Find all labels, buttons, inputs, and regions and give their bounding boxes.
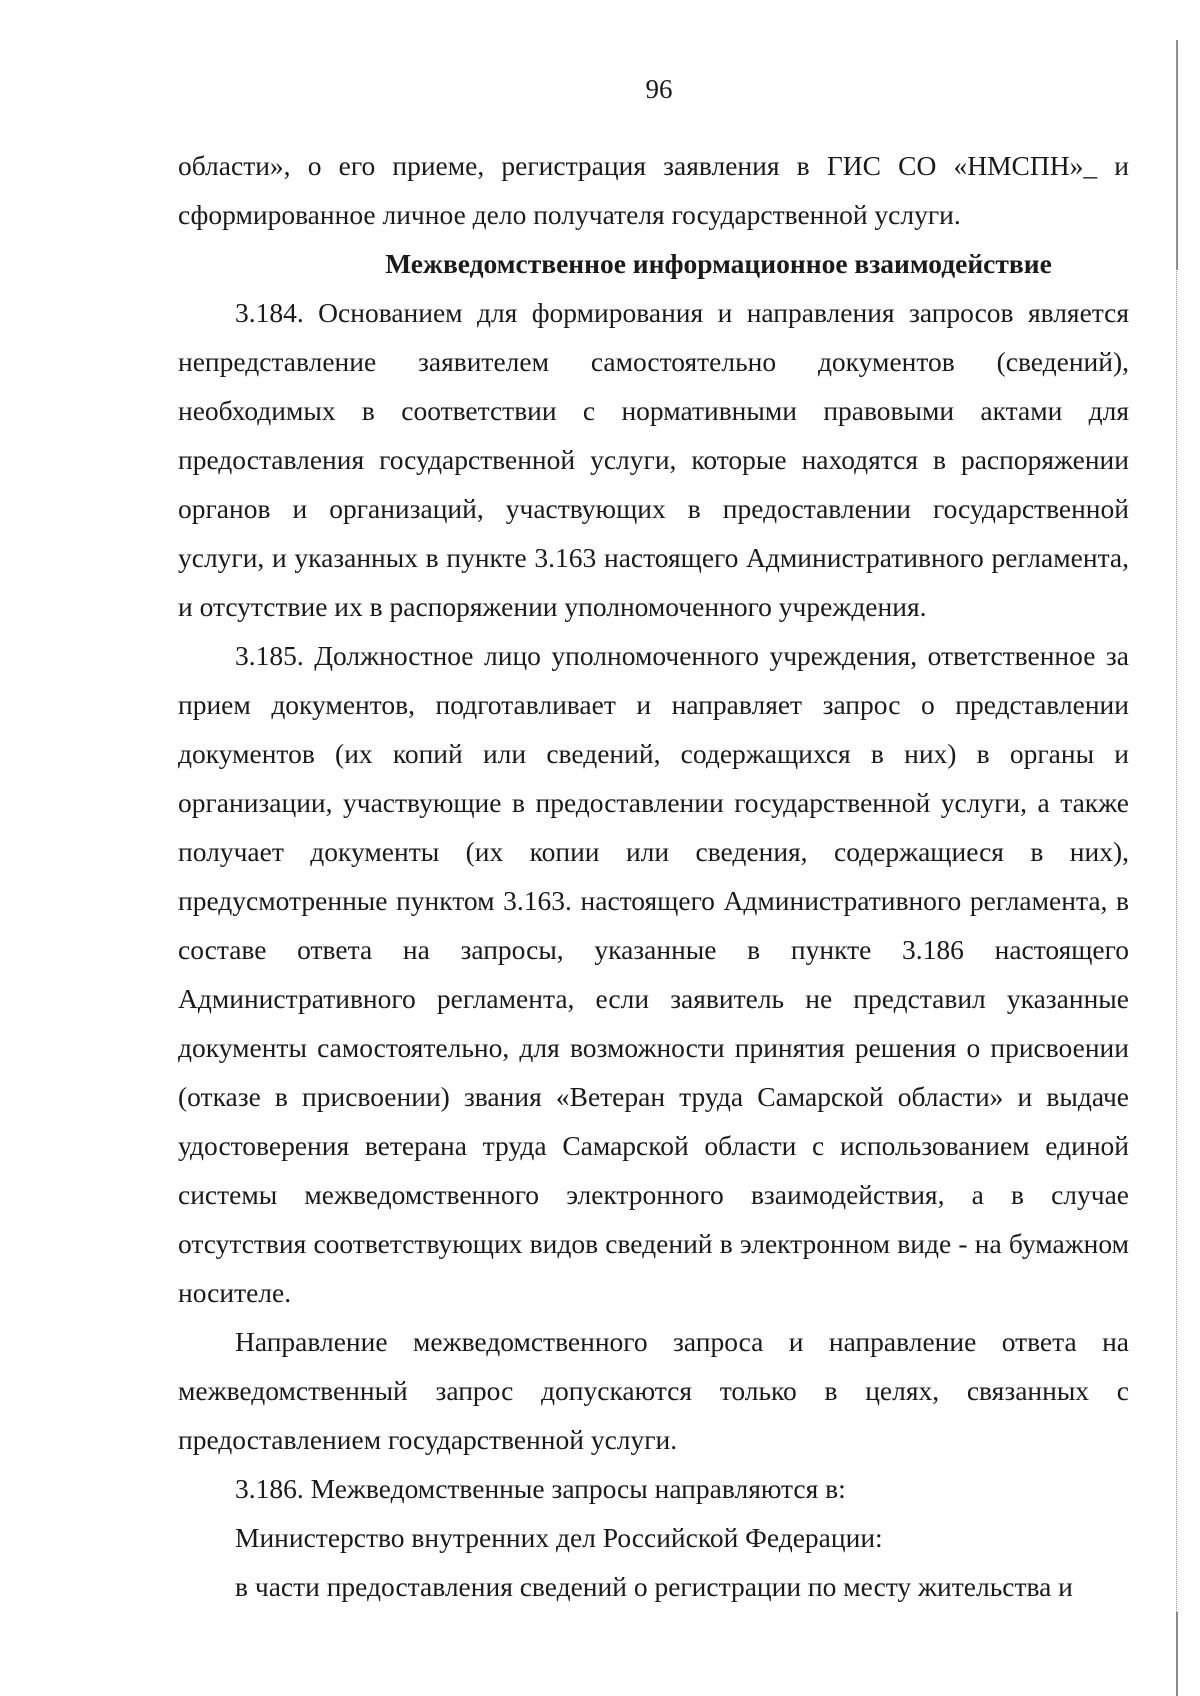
scan-edge-line-bottom xyxy=(1176,1612,1178,1696)
paragraph-interagency-request: Направление межведомственного запроса и направление ответа на межведомственный запрос допускаются только в целях, связанных с предоставлением государственной услуги. xyxy=(178,1326,1129,1455)
paragraph-3-186: 3.186. Межведомственные запросы направляются в: xyxy=(235,1473,846,1504)
paragraph-ministry: Министерство внутренних дел Российской Федерации: xyxy=(235,1522,883,1553)
scan-edge-dotted xyxy=(1176,40,1177,1660)
section-heading: Межведомственное информационное взаимодействие xyxy=(385,248,1052,279)
document-body xyxy=(178,141,1129,1611)
page-number: 96 xyxy=(645,74,673,104)
paragraph-3-185: 3.185. Должностное лицо уполномоченного учреждения, ответственное за прием документов, подготавливает и направляет запрос о представлении документов (их копий или сведений, содержащихся в них) в органы и организации, участвующие в предоставлении государственной услуги, а также получает документы (их копии или сведения, содержащиеся в них), предусмотренные пунктом 3.163. настоящего Административного регламента, в составе ответа на запросы, указанные в пункте 3.186 настоящего Административного регламента, если заявитель не представил указанные документы самостоятельно, для возможности принятия решения о присвоении (отказе в присвоении) звания «Ветеран труда Самарской области» и выдаче удостоверения ветерана труда Самарской области с использованием единой системы межведомственного электронного взаимодействия, а в случае отсутствия соответствующих видов сведений в электронном виде - на бумажном носителе. xyxy=(178,640,1129,1308)
paragraph-continuation: области», о его приеме, регистрация заявления в ГИС СО «НМСПН»_ и сформированное личное дело получателя государственной услуги. xyxy=(178,150,1129,230)
paragraph-registration: в части предоставления сведений о регистрации по месту жительства и xyxy=(235,1571,1073,1602)
paragraph-3-184: 3.184. Основанием для формирования и направления запросов является непредставление заявителем самостоятельно документов (сведений), необходимых в соответствии с нормативными правовыми актами для предоставления государственной услуги, которые находятся в распоряжении органов и организаций, участвующих в предоставлении государственной услуги, и указанных в пункте 3.163 настоящего Административного регламента, и отсутствие их в распоряжении уполномоченного учреждения. xyxy=(178,297,1129,622)
